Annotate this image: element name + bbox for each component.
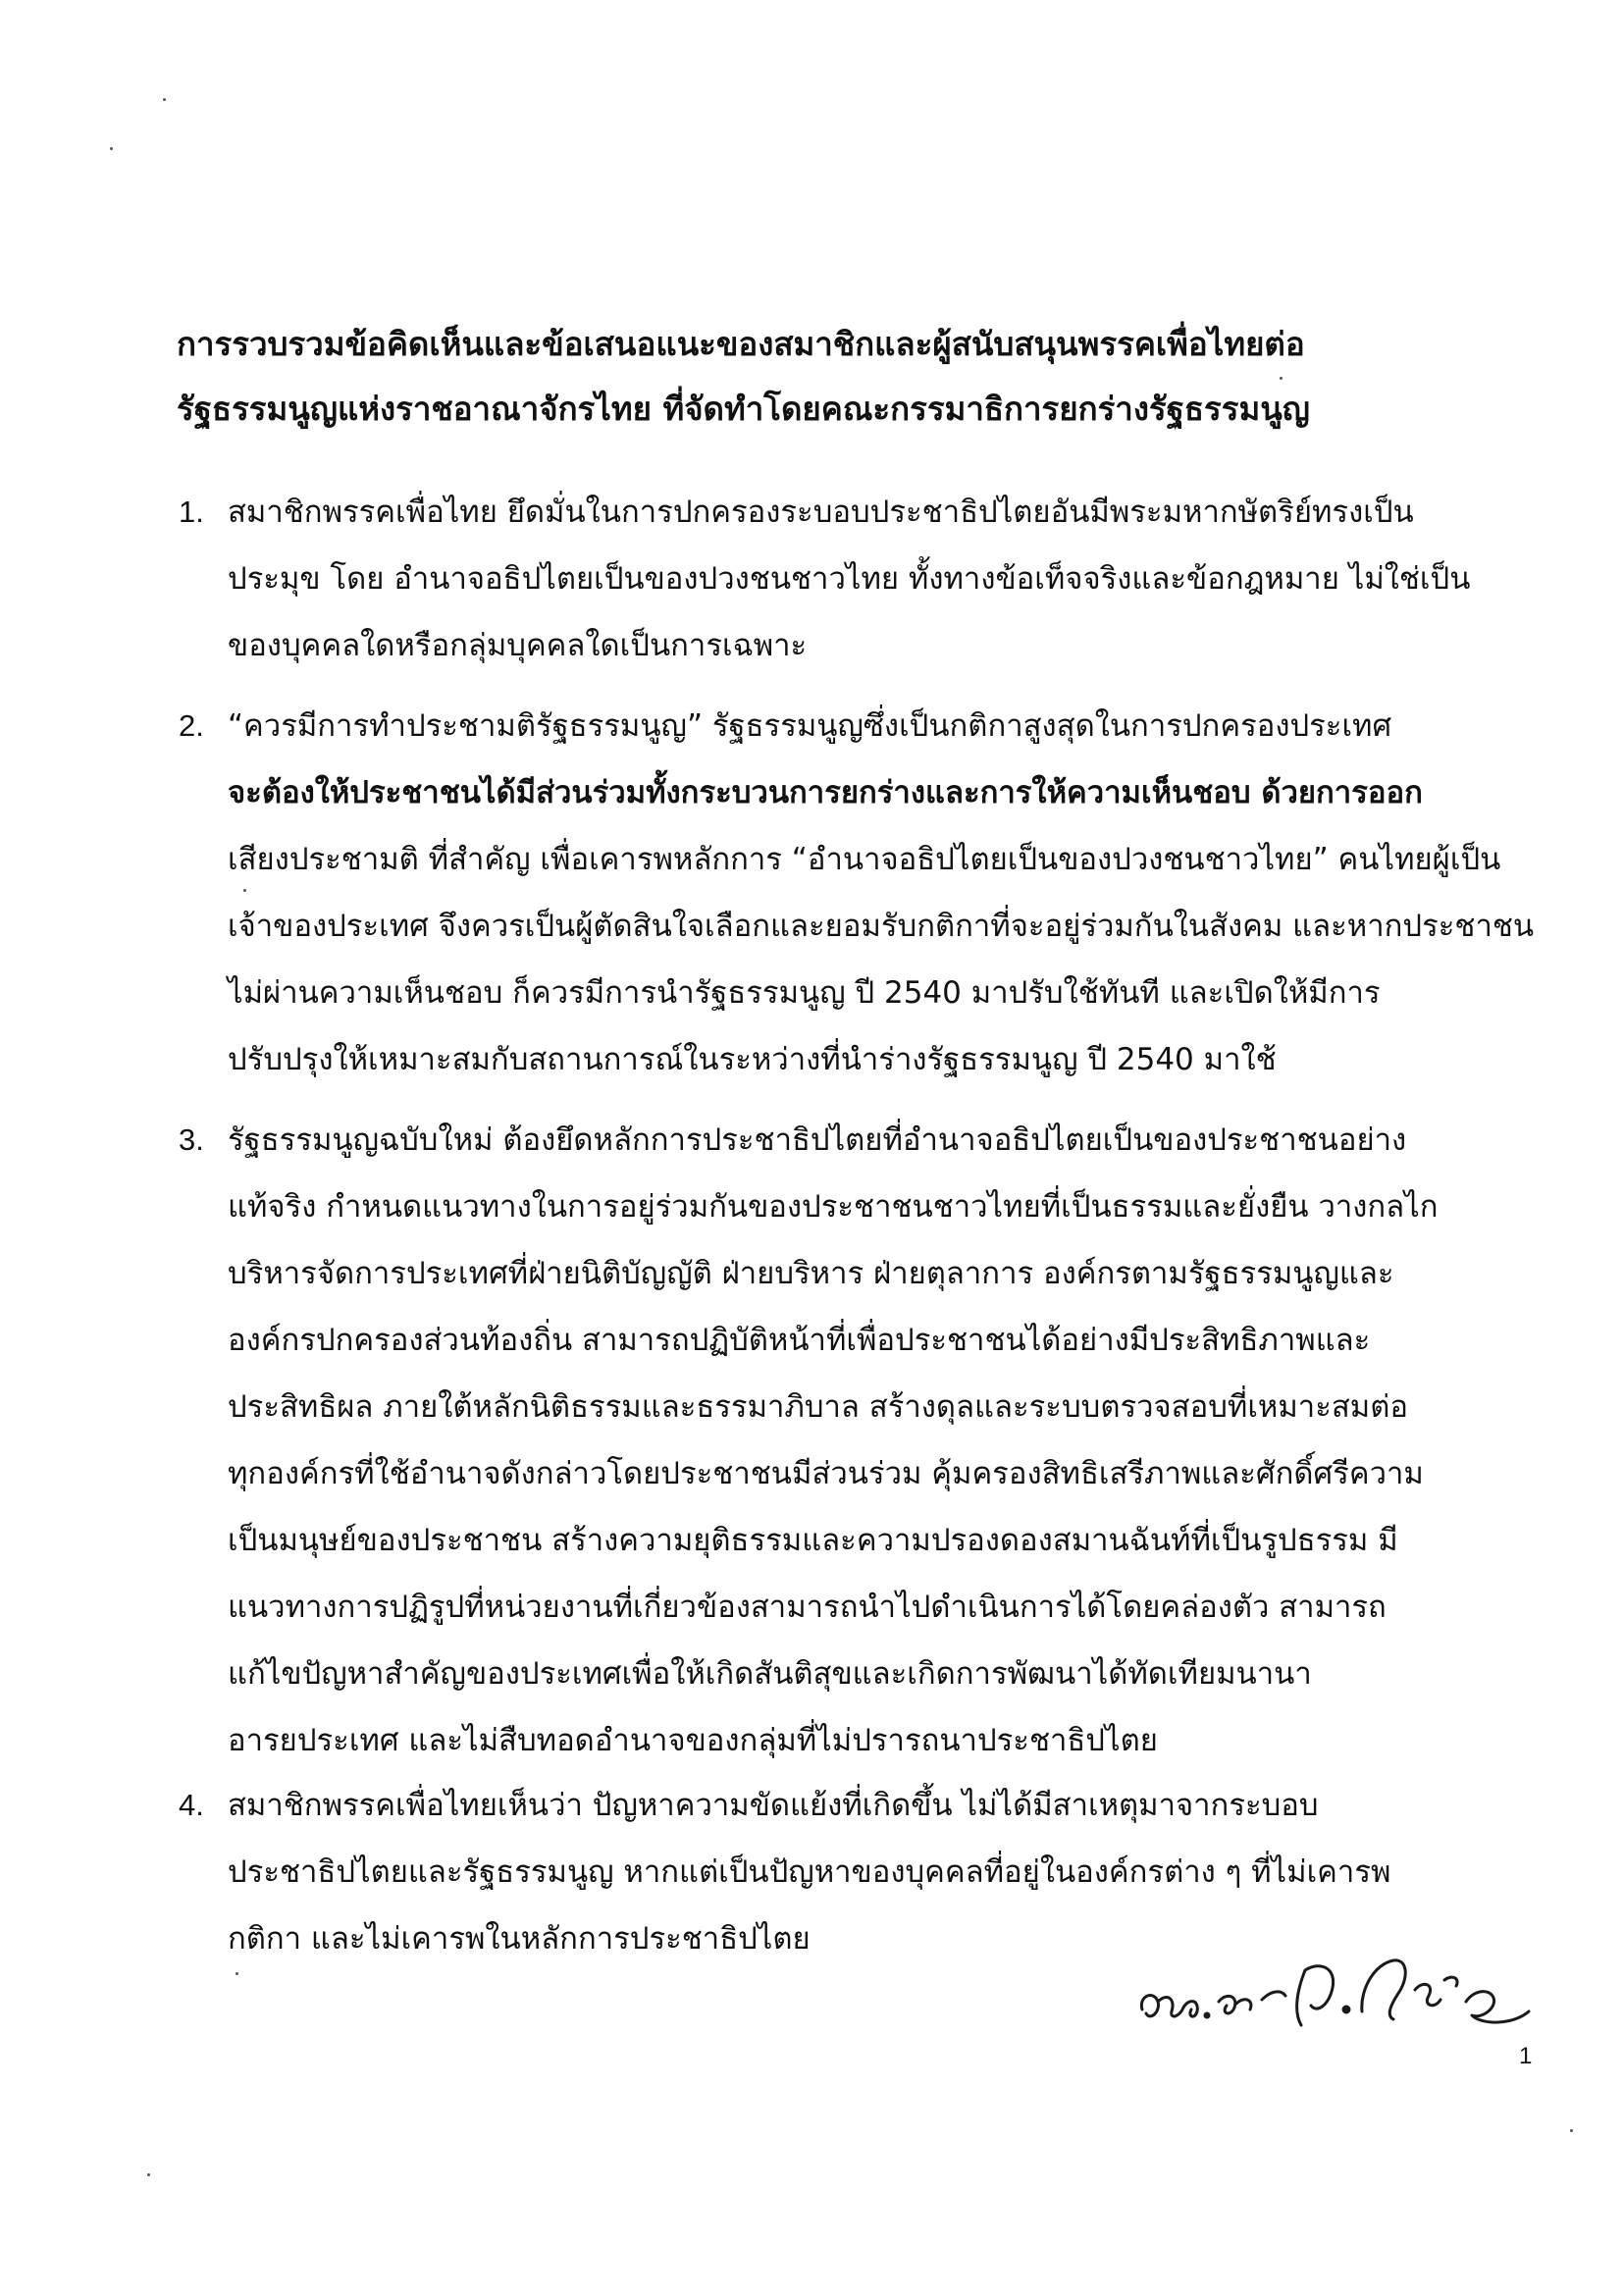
list-item-line: จะต้องให้ประชาชนได้มีส่วนร่วมทั้งกระบวนการยกร่างและการให้ความเห็นชอบ ด้วยการออก bbox=[228, 775, 1423, 810]
list-item-line: ประสิทธิผล ภายใต้หลักนิติธรรมและธรรมาภิบาล สร้างดุลและระบบตรวจสอบที่เหมาะสมต่อ bbox=[228, 1389, 1408, 1425]
scan-speck bbox=[147, 2173, 150, 2176]
list-item-1 bbox=[179, 479, 1533, 679]
list-item-number: 3. bbox=[179, 1122, 204, 1157]
scan-speck bbox=[236, 1972, 238, 1975]
list-item-line: แก้ไขปัญหาสำคัญของประเทศเพื่อให้เกิดสันติสุขและเกิดการพัฒนาได้ทัดเทียมนานา bbox=[228, 1656, 1312, 1692]
list-item-line: “ควรมีการทำประชามติรัฐธรรมนูญ” รัฐธรรมนูญซึ่งเป็นกติกาสูงสุดในการปกครองประเทศ bbox=[228, 708, 1392, 744]
list-item-line: เจ้าของประเทศ จึงควรเป็นผู้ตัดสินใจเลือกและยอมรับกติกาที่จะอยู่ร่วมกันในสังคม และหากประชาชน bbox=[228, 909, 1535, 944]
list-item-3 bbox=[179, 1107, 1533, 1774]
list-item-line: ของบุคคลใดหรือกลุ่มบุคคลใดเป็นการเฉพาะ bbox=[228, 628, 808, 663]
list-item-line: รัฐธรรมนูญฉบับใหม่ ต้องยึดหลักการประชาธิปไตยที่อำนาจอธิปไตยเป็นของประชาชนอย่าง bbox=[228, 1122, 1407, 1158]
page-number: 1 bbox=[1519, 2043, 1533, 2069]
heading-line-2: รัฐธรรมนูญแห่งราชอาณาจักรไทย ที่จัดทำโดยคณะกรรมาธิการยกร่างรัฐธรรมนูญ bbox=[177, 390, 1310, 428]
scan-speck bbox=[163, 98, 166, 101]
list-item-line: องค์กรปกครองส่วนท้องถิ่น สามารถปฏิบัติหน้าที่เพื่อประชาชนได้อย่างมีประสิทธิภาพและ bbox=[228, 1323, 1371, 1358]
scan-speck bbox=[1570, 2129, 1573, 2132]
list-item-line: แนวทางการปฏิรูปที่หน่วยงานที่เกี่ยวข้องสามารถนำไปดำเนินการได้โดยคล่องตัว สามารถ bbox=[228, 1590, 1387, 1625]
list-item-line: อารยประเทศ และไม่สืบทอดอำนาจของกลุ่มที่ไม่ปรารถนาประชาธิปไตย bbox=[228, 1723, 1158, 1758]
list-item-number: 4. bbox=[179, 1788, 204, 1822]
list-item-line: ประชาธิปไตยและรัฐธรรมนูญ หากแต่เป็นปัญหาของบุคคลที่อยู่ในองค์กรต่าง ๆ ที่ไม่เคารพ bbox=[228, 1854, 1391, 1890]
list-item-number: 2. bbox=[179, 708, 204, 743]
list-item-line: ประมุข โดย อำนาจอธิปไตยเป็นของปวงชนชาวไทย ทั้งทางข้อเท็จจริงและข้อกฎหมาย ไม่ใช่เป็น bbox=[228, 561, 1471, 597]
list-item-line: กติกา และไม่เคารพในหลักการประชาธิปไตย bbox=[228, 1921, 811, 1957]
list-item-2 bbox=[179, 693, 1535, 1093]
handwritten-signature bbox=[1128, 1931, 1541, 2049]
list-item-line: ทุกองค์กรที่ใช้อำนาจดังกล่าวโดยประชาชนมีส่วนร่วม คุ้มครองสิทธิเสรีภาพและศักดิ์ศรีความ bbox=[228, 1456, 1424, 1491]
list-item-line: เสียงประชามติ ที่สำคัญ เพื่อเคารพหลักการ “อำนาจอธิปไตยเป็นของปวงชนชาวไทย” คนไทยผู้เป็น bbox=[228, 842, 1501, 877]
list-item-line: ปรับปรุงให้เหมาะสมกับสถานการณ์ในระหว่างที่นำร่างรัฐธรรมนูญ ปี 2540 มาใช้ bbox=[228, 1042, 1277, 1077]
list-item-line: เป็นมนุษย์ของประชาชน สร้างความยุติธรรมและความปรองดองสมานฉันท์ที่เป็นรูปธรรม มี bbox=[228, 1523, 1398, 1558]
list-item-line: ไม่ผ่านความเห็นชอบ ก็ควรมีการนำรัฐธรรมนูญ ปี 2540 มาปรับใช้ทันที และเปิดให้มีการ bbox=[228, 975, 1381, 1011]
document-heading bbox=[177, 312, 1511, 442]
list-item-line: แท้จริง กำหนดแนวทางในการอยู่ร่วมกันของประชาชนชาวไทยที่เป็นธรรมและยั่งยืน วางกลไก bbox=[228, 1189, 1439, 1225]
list-item-line: สมาชิกพรรคเพื่อไทย ยึดมั่นในการปกครองระบอบประชาธิปไตยอันมีพระมหากษัตริย์ทรงเป็น bbox=[228, 495, 1414, 530]
list-item-line: สมาชิกพรรคเพื่อไทยเห็นว่า ปัญหาความขัดแย้งที่เกิดขึ้น ไม่ได้มีสาเหตุมาจากระบอบ bbox=[228, 1788, 1319, 1823]
list-item-number: 1. bbox=[179, 495, 204, 529]
heading-line-1: การรวบรวมข้อคิดเห็นและข้อเสนอแนะของสมาชิกและผู้สนับสนุนพรรคเพื่อไทยต่อ bbox=[177, 325, 1305, 363]
scan-speck bbox=[110, 147, 113, 150]
list-item-line: บริหารจัดการประเทศที่ฝ่ายนิติบัญญัติ ฝ่ายบริหาร ฝ่ายตุลาการ องค์กรตามรัฐธรรมนูญและ bbox=[228, 1256, 1394, 1291]
